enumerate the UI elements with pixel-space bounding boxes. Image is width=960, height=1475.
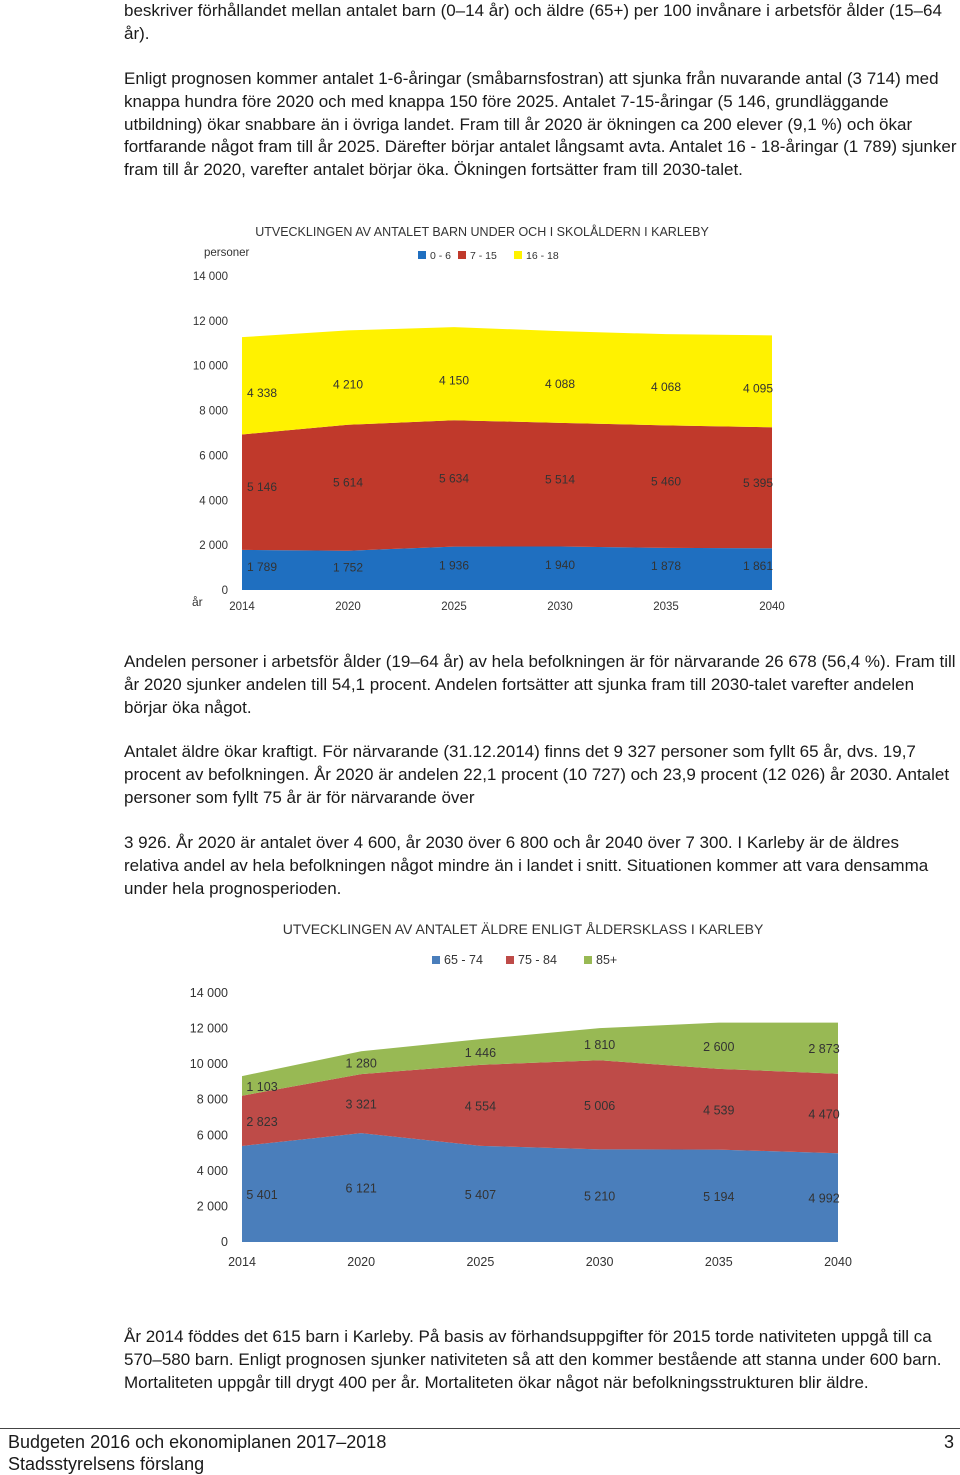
- data-label: 1 103: [246, 1079, 278, 1094]
- x-tick-label: 2014: [229, 601, 255, 613]
- legend: [432, 953, 617, 967]
- x-tick-label: 2020: [335, 601, 361, 613]
- elderly-paragraph: Antalet äldre ökar kraftigt. För närvarande (31.12.2014) finns det 9 327 personer som fyllt 65 år, dvs. 19,7 procent av befolkningen. År 2020 är andelen 22,1 procent (10 727) och 23,9 procent (12 026) år 2030. Antalet personer som fyllt 75 år är för närvarande över: [124, 742, 950, 807]
- data-label: 5 634: [438, 471, 470, 486]
- x-tick-label: 2030: [585, 1255, 614, 1269]
- data-label: 1 446: [464, 1045, 497, 1060]
- y-axis-ticks: [190, 986, 228, 1249]
- data-label: 5 514: [544, 472, 576, 487]
- elderly-chart: [0, 906, 960, 1286]
- children-chart-svg: [0, 212, 960, 632]
- data-label: 4 338: [246, 385, 278, 400]
- elderly-chart-svg: [0, 906, 960, 1286]
- y-tick-label: 0: [221, 585, 228, 597]
- data-label: 1 861: [742, 559, 774, 574]
- data-label: 4 539: [703, 1103, 735, 1118]
- footer-divider: [0, 1428, 960, 1429]
- legend: [418, 250, 559, 262]
- y-tick-label: 0: [221, 1235, 228, 1249]
- y-axis-label: personer: [204, 247, 250, 259]
- data-label: 2 823: [246, 1114, 278, 1129]
- data-label: 5 407: [464, 1187, 497, 1202]
- x-axis-ticks: [228, 1255, 852, 1269]
- x-tick-label: 2025: [441, 601, 467, 613]
- y-tick-label: 14 000: [189, 986, 228, 1000]
- legend-label: 0 - 6: [430, 250, 452, 262]
- footer-subtitle: Stadsstyrelsens förslang: [8, 1454, 205, 1474]
- data-label: 1 878: [650, 558, 682, 573]
- x-tick-label: 2040: [759, 601, 785, 613]
- data-label: 1 940: [544, 558, 576, 573]
- legend-label: 85+: [596, 953, 618, 967]
- y-tick-label: 12 000: [192, 315, 228, 328]
- chart-title: UTVECKLINGEN AV ANTALET BARN UNDER OCH I SKOLÅLDERN I KARLEBY: [255, 225, 709, 239]
- y-tick-label: 12 000: [189, 1021, 228, 1036]
- data-label: 4 088: [544, 376, 576, 391]
- y-tick-label: 4 000: [196, 1163, 228, 1178]
- data-label: 4 210: [332, 377, 364, 392]
- y-axis-ticks: [193, 271, 228, 597]
- data-label: 3 321: [345, 1097, 377, 1112]
- data-label: 6 121: [345, 1181, 377, 1196]
- y-tick-label: 8 000: [196, 1092, 228, 1107]
- data-label: 2 873: [808, 1042, 840, 1057]
- legend-swatch: [418, 251, 426, 259]
- working-age-paragraph: Andelen personer i arbetsför ålder (19–64 år) av hela befolkningen är för närvarande 26 678 (56,4 %). Fram till år 2020 sjunker andelen till 54,1 procent. Andelen fortsätter att sjunka fram till 2030-talet varefter andelen börjar öka något.: [124, 652, 956, 717]
- data-label: 4 470: [808, 1107, 840, 1122]
- y-tick-label: 14 000: [192, 271, 228, 283]
- children-chart: [0, 212, 960, 632]
- legend-swatch: [432, 956, 440, 964]
- legend-swatch: [458, 251, 466, 259]
- legend-label: 75 - 84: [518, 953, 557, 967]
- elderly-continued-paragraph: 3 926. År 2020 är antalet över 4 600, år 2030 över 6 800 och år 2040 över 7 300. I Karleby är de äldres relativa andel av hela befolkningen något mindre än i landet i snitt. Situationen kommer att vara densamma under hela prognosperioden.: [124, 833, 929, 898]
- data-label: 1 789: [246, 559, 278, 574]
- data-label: 1 810: [583, 1038, 616, 1053]
- data-label: 5 146: [246, 480, 278, 495]
- y-tick-label: 6 000: [196, 1128, 228, 1143]
- data-label: 5 210: [583, 1189, 616, 1204]
- data-label: 5 401: [246, 1187, 278, 1202]
- stacked-areas: [242, 1023, 838, 1242]
- births-paragraph: År 2014 föddes det 615 barn i Karleby. På basis av förhandsuppgifter för 2015 torde nativiteten uppgå till ca 570–580 barn. Enligt prognosen sjunker nativiteten så att den kommer bestående att stanna under 600 barn. Mortaliteten uppgår till drygt 400 per år. Mortaliteten ökar något när befolkningsstrukturen blir äldre.: [124, 1327, 942, 1392]
- y-tick-label: 2 000: [196, 1199, 228, 1214]
- data-label: 5 614: [332, 475, 364, 490]
- chart-title: UTVECKLINGEN AV ANTALET ÄLDRE ENLIGT ÅLDERSKLASS I KARLEBY: [282, 921, 764, 937]
- data-label: 4 992: [808, 1191, 840, 1206]
- x-tick-label: 2014: [228, 1255, 256, 1269]
- y-tick-label: 10 000: [192, 360, 228, 373]
- stacked-areas: [242, 327, 772, 590]
- x-tick-label: 2035: [653, 601, 679, 613]
- data-label: 1 280: [345, 1056, 377, 1071]
- data-label: 4 068: [650, 379, 682, 394]
- area-series-16-18: [242, 327, 772, 434]
- page-number: 3: [943, 1432, 954, 1452]
- legend-label: 16 - 18: [526, 250, 559, 262]
- legend-swatch: [514, 251, 522, 259]
- x-tick-label: 2035: [704, 1255, 733, 1269]
- data-label: 4 095: [742, 381, 774, 396]
- data-label: 1 752: [332, 560, 364, 575]
- data-label: 5 006: [583, 1098, 616, 1113]
- y-tick-label: 8 000: [199, 405, 228, 418]
- y-tick-label: 2 000: [199, 540, 228, 553]
- x-tick-label: 2025: [466, 1255, 495, 1269]
- data-label: 4 554: [464, 1099, 497, 1114]
- intro-paragraph: beskriver förhållandet mellan antalet barn (0–14 år) och äldre (65+) per 100 invånare i arbetsför ålder (15–64 år).: [124, 1, 942, 43]
- legend-label: 7 - 15: [470, 250, 497, 262]
- legend-swatch: [506, 956, 514, 964]
- legend-swatch: [584, 956, 592, 964]
- children-forecast-paragraph: Enligt prognosen kommer antalet 1-6-åringar (småbarnsfostran) att sjunka från nuvarande antal (3 714) med knappa hundra före 2020 och med knappa 150 före 2025. Antalet 7-15-åringar (5 146, grundläggande utbildning) ökar snabbare än i övriga landet. Fram till år 2020 är ökningen ca 200 elever (9,1 %) och ökar fortfarande något fram till år 2025. Därefter börjar antalet långsamt avta. Antalet 16 - 18-åringar (1 789) sjunker fram till år 2020, varefter antalet börjar öka. Ökningen fortsätter fram till 2030-talet.: [124, 69, 957, 180]
- footer-title: Budgeten 2016 och ekonomiplanen 2017–2018: [8, 1432, 387, 1452]
- x-tick-label: 2020: [347, 1255, 376, 1269]
- x-tick-label: 2040: [824, 1255, 852, 1269]
- x-tick-label: 2030: [547, 601, 573, 613]
- y-tick-label: 4 000: [199, 495, 228, 508]
- data-label: 5 395: [742, 475, 774, 490]
- legend-label: 65 - 74: [444, 953, 483, 967]
- data-label: 5 194: [703, 1189, 735, 1204]
- y-tick-label: 10 000: [189, 1057, 228, 1072]
- x-axis-ticks: [229, 601, 785, 613]
- data-label: 4 150: [438, 373, 470, 388]
- data-label: 5 460: [650, 474, 682, 489]
- y-tick-label: 6 000: [199, 450, 228, 463]
- area-series-0-6: [242, 546, 772, 590]
- x-axis-label: år: [192, 595, 203, 609]
- area-series-7-15: [242, 420, 772, 550]
- data-label: 1 936: [438, 558, 470, 573]
- data-label: 2 600: [703, 1039, 735, 1054]
